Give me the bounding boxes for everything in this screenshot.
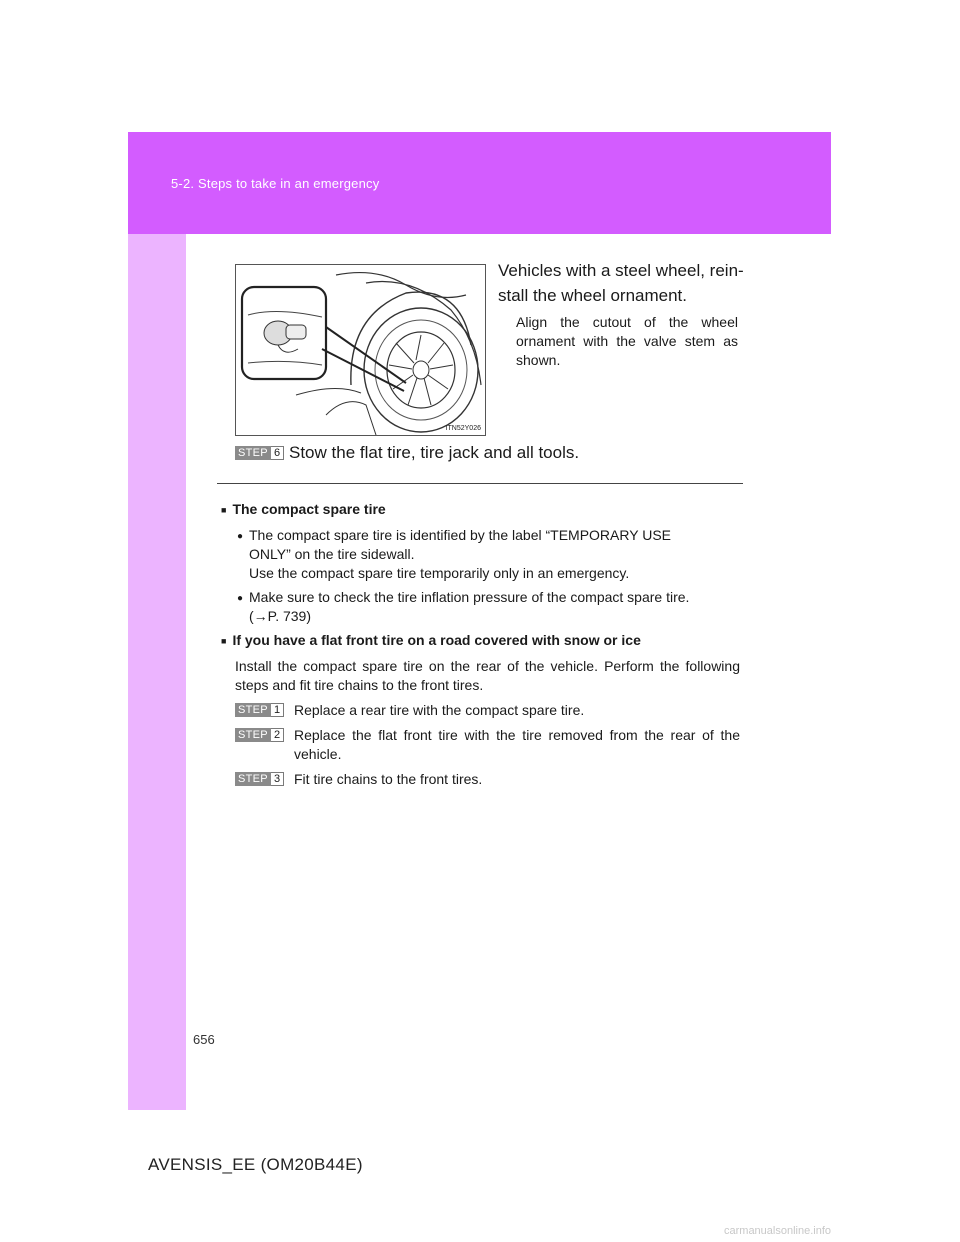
snow-ice-heading [221,631,641,652]
step-number: 3 [271,772,284,786]
compact-spare-heading [221,500,386,521]
wheel-ornament-illustration [236,265,485,435]
snow-step-1-text: Replace a rear tire with the compact spare tire. [294,702,585,718]
compact-spare-title: The compact spare tire [232,501,386,517]
step-label: STEP [235,728,271,742]
step-number: 2 [271,728,284,742]
step-6-text: Stow the flat tire, tire jack and all tools. [289,443,580,462]
compact-spare-bullet-2-line1: Make sure to check the tire inflation pressure of the compact spare tire. [249,589,690,605]
step-5-text-line2: stall the wheel ornament. [498,286,687,305]
snow-step-3-text: Fit tire chains to the front tires. [294,771,483,787]
square-bullet-icon: ■ [221,636,227,646]
square-bullet-icon: ■ [221,505,227,515]
snow-step-1-badge [235,703,284,717]
section-title: 5-2. Steps to take in an emergency [171,176,380,191]
side-band [128,234,186,1110]
page-number: 656 [193,1032,215,1047]
divider [217,483,743,484]
compact-spare-bullet-1-line3: Use the compact spare tire temporarily only in an emergency. [249,565,630,581]
step-label: STEP [235,446,271,460]
step-label: STEP [235,703,271,717]
step-label: STEP [235,772,271,786]
circle-bullet-icon: ● [237,593,244,604]
snow-ice-text: Install the compact spare tire on the rear of the vehicle. Perform the following steps and fit tire chains to the front tires. [235,658,740,693]
step-number: 1 [271,703,284,717]
figure-code: ITN52Y026 [445,425,481,432]
compact-spare-bullet-2-line2: (→P. 739) [249,608,311,624]
compact-spare-bullet-1-line1: The compact spare tire is identified by the label “TEMPORARY USE [249,527,671,543]
snow-step-2-text: Replace the flat front tire with the tire removed from the rear of the vehicle. [294,727,740,762]
snow-ice-title: If you have a flat front tire on a road covered with snow or ice [232,632,641,648]
watermark: carmanualsonline.info [724,1225,832,1237]
footer-model-code: AVENSIS_EE (OM20B44E) [148,1155,363,1174]
snow-step-3-badge [235,772,284,786]
step-number: 6 [271,446,284,460]
step-5-text [498,258,748,308]
compact-spare-bullet-1-line2: ONLY” on the tire sidewall. [249,546,415,562]
snow-step-2-badge [235,728,284,742]
step-5-text-line1: Vehicles with a steel wheel, rein- [498,261,744,280]
circle-bullet-icon: ● [237,531,244,542]
wheel-ornament-figure [235,264,486,436]
compact-spare-bullet-1 [249,526,741,583]
step-6-badge [235,446,284,460]
compact-spare-bullet-2 [249,588,741,626]
step-5-subtext: Align the cutout of the wheel ornament with the valve stem as shown. [516,314,738,368]
